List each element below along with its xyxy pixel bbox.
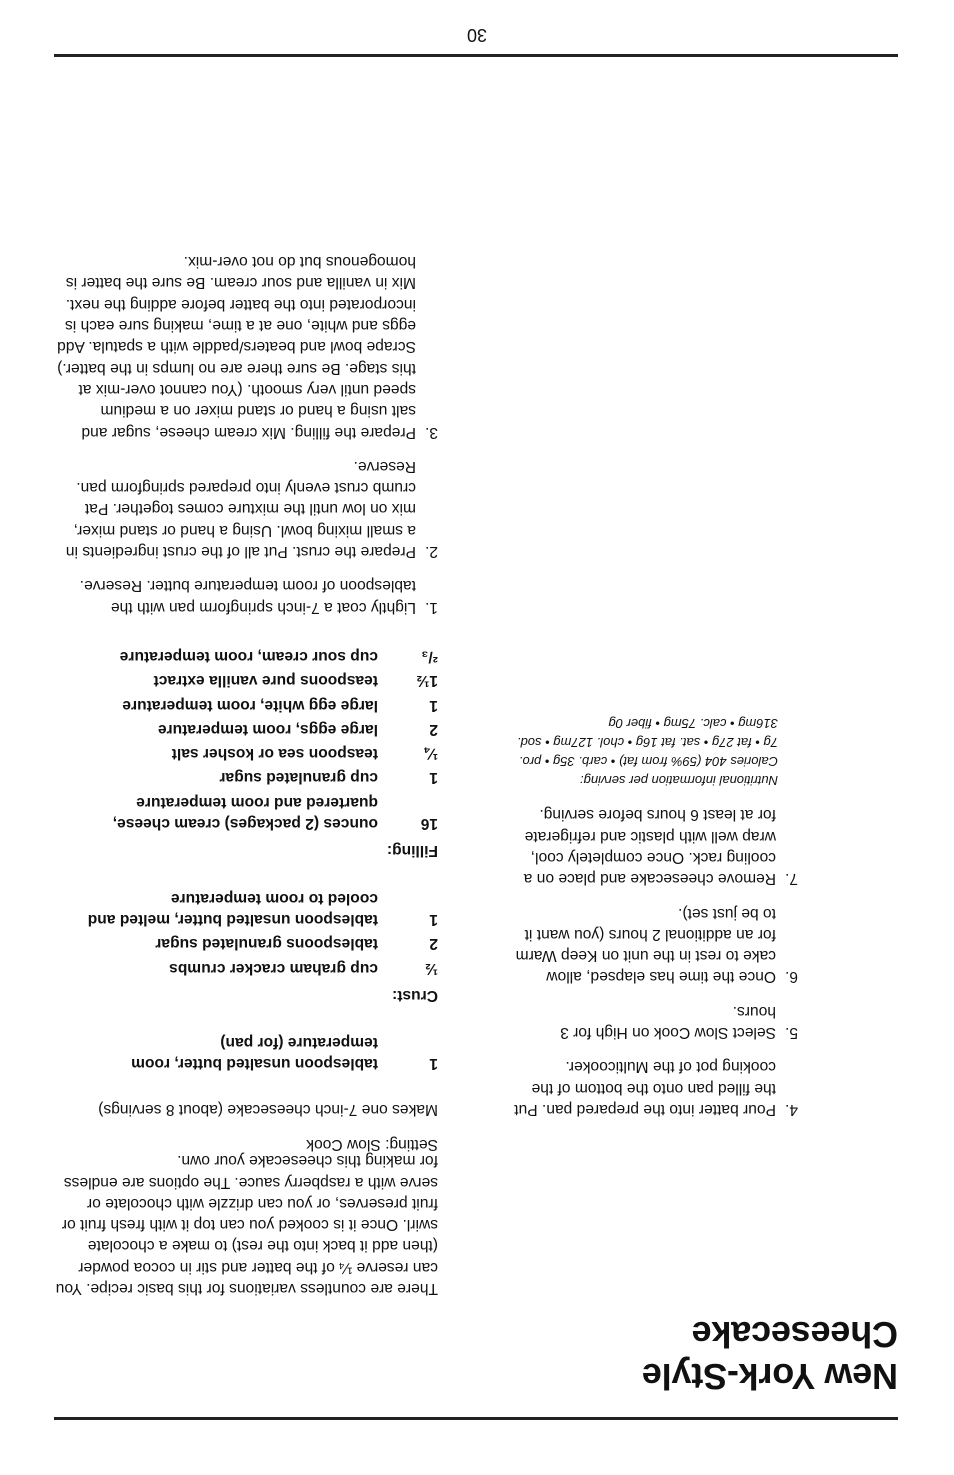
steps (54, 251, 438, 618)
ingredient-qty: 1 (429, 769, 438, 787)
right-column (54, 238, 438, 1155)
ingredient-crust-3 (54, 887, 438, 930)
ingredient-filling-7 (54, 646, 438, 667)
ingredient-qty: 2 (429, 720, 438, 738)
filling-heading: Filling: (386, 842, 438, 860)
ingredient-text: teaspoons pure vanilla extract (153, 672, 378, 690)
ingredient-qty: 1½ (416, 672, 438, 690)
ingredient-filling-6 (54, 670, 438, 691)
step-number: 1. (424, 598, 438, 616)
ingredient-text: ounces (2 packages) cream cheese, quartered and room temperature (112, 793, 378, 833)
recipe-yield: Makes one 7-inch cheesecake (about 8 servings) (98, 1100, 438, 1118)
step-number: 2. (424, 543, 438, 561)
step-text: Once the time has elapsed, allow cake to rest in the unit on Keep Warm for an additional 2 hours (you want it to be just set). (515, 904, 776, 986)
ingredient-text: cup granulated sugar (219, 769, 378, 787)
ingredient-qty: ²/₃ (421, 647, 438, 665)
ingredient-crust-1 (54, 957, 438, 978)
ingredient-text: large eggs, room temperature (157, 720, 378, 738)
ingredient-text: cup sour cream, room temperature (119, 647, 378, 665)
ingredient-text: tablespoons granulated sugar (155, 935, 378, 953)
ingredient-filling-4 (54, 719, 438, 740)
ingredient-text: large egg white, room temperature (122, 696, 378, 714)
ingredient-qty: 1 (429, 696, 438, 714)
step-number: 4. (784, 1100, 798, 1118)
ingredient-qty: ½ (424, 959, 438, 977)
step-text: Lightly coat a 7-inch springform pan with the tablespoon of room temperature butter. Reserve. (79, 577, 416, 616)
ingredient-filling-3 (54, 743, 438, 764)
ingredient-filling-5 (54, 694, 438, 715)
step-number: 7. (784, 870, 798, 888)
step-text: Pour batter into the prepared pan. Put the filled pan onto the bottom of the cooking pot of the Multicooker. (514, 1058, 776, 1118)
bottom-rule (54, 54, 898, 57)
step-6 (514, 902, 798, 987)
ingredient-text: cup graham cracker crumbs (169, 959, 378, 977)
title-line-1: New York-Style (642, 1356, 898, 1397)
nutrition-heading: Nutritional information per serving: (580, 773, 778, 789)
step-1 (54, 575, 438, 618)
ingredient-text: tablespoon unsalted butter, melted and cooled to room temperature (87, 889, 378, 928)
ingredient-filling-1 (54, 791, 438, 834)
page-number: 30 (466, 25, 488, 45)
ingredient-crust-2 (54, 933, 438, 954)
steps-continued (514, 804, 798, 1120)
ingredient-qty: 1 (429, 910, 438, 928)
top-rule (54, 1417, 898, 1420)
step-text: Remove cheesecake and place on a cooling rack. Once completely cool, wrap well with plastic and refrigerate for at least 6 hours before serving. (523, 806, 776, 888)
step-number: 3. (424, 423, 438, 441)
crust-heading: Crust: (392, 986, 438, 1004)
recipe-title (514, 1313, 898, 1397)
nutrition-text: Calories 404 (59% from fat) • carb. 35g • pro. 7g • fat 27g • sat. fat 16g • chol. 127mg • sod. 316mg • calc. 75mg • fiber 0g (516, 716, 778, 770)
step-3 (54, 251, 438, 443)
ingredient-qty: ¼ (424, 745, 438, 763)
ingredient-qty: 16 (420, 815, 438, 833)
ingredient-text: teaspoon sea or kosher salt (171, 745, 378, 763)
nutrition-info (514, 714, 778, 790)
ingredient-qty: 1 (429, 1055, 438, 1073)
step-text: Prepare the filling. Mix cream cheese, sugar and salt using a hand or stand mixer on a medium speed until very smooth. (You cannot over-mix at this stage. Be sure there are no lumps in the batter.) Scrape bowl and beaters/paddle with a spatula. Add eggs and white, one at a time, making sure each is incorporated into the batter before adding the next. Mix in vanilla and sour cream. Be sure the batter is homogenous but do not over-mix. (57, 253, 416, 441)
ingredient-text: tablespoon unsalted butter, room temperature (for pan) (131, 1034, 378, 1073)
step-number: 5. (784, 1024, 798, 1042)
title-line-2: Cheesecake (691, 1314, 898, 1355)
step-7 (514, 804, 798, 889)
step-5 (514, 1000, 798, 1043)
recipe-intro: There are countless variations for this basic recipe. You can reserve ¼ of the batter and stir in cocoa powder (then add it back into the rest) to make a chocolate swirl. Once it is cooked you can top it with fresh fruit or fruit preserves, or you can drizzle with chocolate or serve with a raspberry sauce. The options are endless for making this cheesecake your own. (55, 1152, 438, 1297)
recipe-setting: Setting: Slow Cook (306, 1136, 438, 1153)
step-number: 6. (784, 968, 798, 986)
step-2 (54, 456, 438, 562)
ingredient-filling-2 (54, 767, 438, 788)
step-4 (514, 1056, 798, 1120)
ingredient-pan-butter (54, 1032, 438, 1075)
step-text: Select Slow Cook on High for 3 hours. (560, 1002, 776, 1042)
step-text: Prepare the crust. Put all of the crust ingredients in a small mixing bowl. Using a hand or stand mixer, mix on low until the mixture comes together. Pat crumb crust evenly into prepared springform pan. Reserve. (65, 457, 416, 561)
ingredient-qty: 2 (429, 935, 438, 953)
